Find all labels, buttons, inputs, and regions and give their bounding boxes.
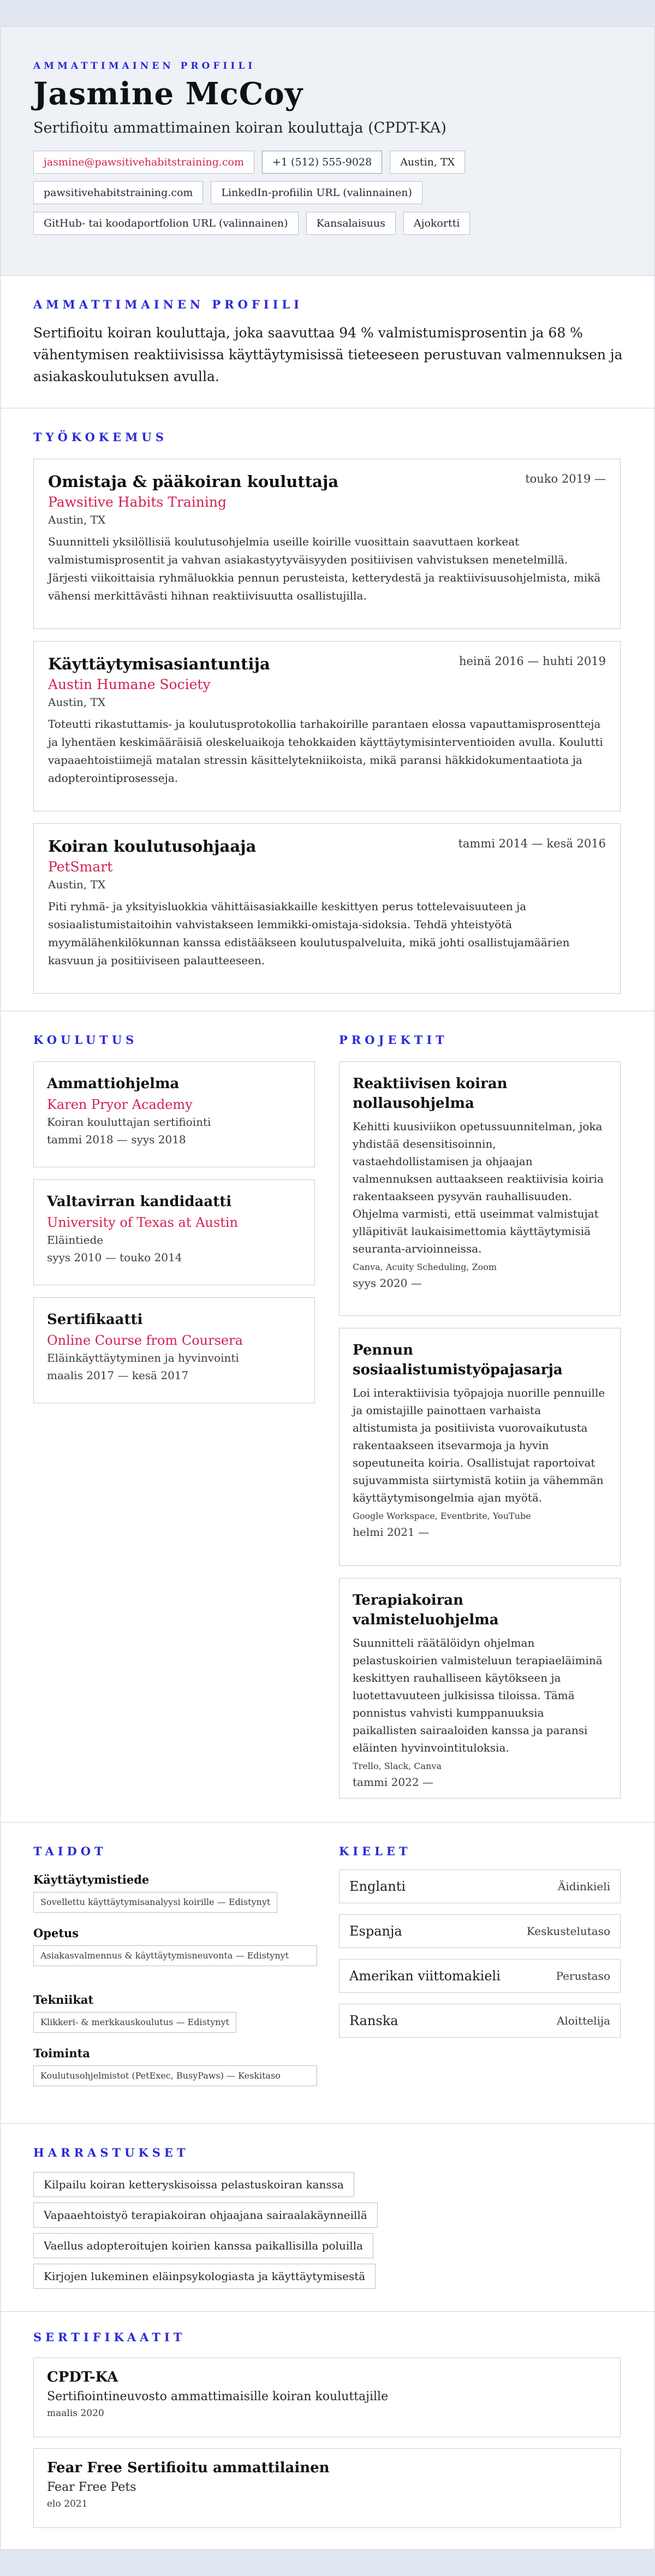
job-company: PetSmart: [48, 859, 113, 875]
linkedin-link[interactable]: LinkedIn-profiilin URL (valinnainen): [211, 181, 422, 204]
education-item: [33, 1179, 315, 1285]
skills-languages-section: [1, 1822, 654, 2123]
project-date: syys 2020 —: [353, 1277, 422, 1290]
website-link[interactable]: pawsitivehabitstraining.com: [33, 181, 203, 204]
language-level: Äidinkieli: [557, 1880, 610, 1893]
phone-link[interactable]: +1 (512) 555-9028: [262, 151, 382, 174]
education-field: Eläinkäyttäytyminen ja hyvinvointi: [47, 1351, 239, 1364]
citizenship-chip: Kansalaisuus: [306, 212, 396, 235]
language-item: [339, 1959, 621, 1993]
certificate-issuer: Fear Free Pets: [47, 2480, 136, 2494]
job-description: Toteutti rikastuttamis- ja koulutusprotokollia tarhakoirille parantaen elossa vapauttamisprosentteja ja lyhentäen keskimääräisiä oleskeluaikoja tehokkaiden käyttäytymisinterventioiden avulla. Koulutti vapaaehtoistiimejä matalan stressin käsittelytekniikoista, mikä paransi häkkidokumentaatiota ja adopterointiprosesseja.: [48, 717, 603, 785]
languages-title: KIELET: [339, 1844, 412, 1858]
email-link[interactable]: jasmine@pawsitivehabitstraining.com: [33, 151, 254, 174]
github-link[interactable]: GitHub- tai koodaportfolion URL (valinnainen): [33, 212, 299, 235]
hobby-item: Kirjojen lukeminen eläinpsykologiasta ja käyttäytymisestä: [33, 2264, 376, 2289]
summary-title: AMMATTIMAINEN PROFIILI: [33, 298, 303, 311]
location-chip: Austin, TX: [390, 151, 465, 174]
language-item: [339, 2004, 621, 2038]
education-school: University of Texas at Austin: [47, 1215, 238, 1230]
education-projects-section: [1, 1011, 654, 1822]
education-date: tammi 2018 — syys 2018: [47, 1133, 186, 1146]
education-date: maalis 2017 — kesä 2017: [47, 1369, 189, 1382]
education-degree: Sertifikaatti: [47, 1311, 143, 1328]
certificate-date: elo 2021: [47, 2498, 88, 2509]
skill-tag: Asiakasvalmennus & käyttäytymisneuvonta — Edistynyt: [33, 1945, 317, 1966]
experience-item: [33, 459, 621, 629]
job-description: Suunnitteli yksilöllisiä koulutusohjelmia useille koirille vuosittain saavuttaen korkeat valmistumisprosentit ja vahvan asiakastyytyväisyyden positiivisen vahvistuksen menetelmillä. Järjesti viikoittaisia ryhmäluokkia pennun perusteista, ketterydestä ja reaktiivisuusohjelmista, mikä vähensi merkittävästi hihnan reaktiivisuutta osallistujilla.: [48, 535, 601, 602]
language-name: Amerikan viittomakieli: [349, 1968, 501, 1984]
project-tech: Canva, Acuity Scheduling, Zoom: [353, 1262, 497, 1272]
language-level: Keskustelutaso: [526, 1925, 610, 1938]
project-title: Reaktiivisen koiran nollausohjelma: [353, 1076, 508, 1112]
job-location: Austin, TX: [48, 878, 106, 891]
license-chip: Ajokortti: [403, 212, 470, 235]
language-item: [339, 1914, 621, 1948]
project-description: Suunnitteli räätälöidyn ohjelman pelastuskoirien valmisteluun terapiaeläiminä keskittyen rauhalliseen käytökseen ja luotettavuuteen julkisissa tiloissa. Tämä ponnistus vahvisti kumppanuuksia paikallisten sairaaloiden kanssa ja paransi eläinten hyvinvointituloksia.: [353, 1636, 603, 1754]
project-item: [339, 1578, 621, 1799]
job-title: Käyttäytymisasiantuntija: [48, 655, 270, 673]
experience-section: [1, 408, 654, 1011]
certificates-section: [1, 2311, 654, 2549]
language-name: Englanti: [349, 1879, 406, 1894]
skill-group: [33, 1926, 317, 1966]
education-title: KOULUTUS: [33, 1033, 138, 1047]
education-degree: Valtavirran kandidaatti: [47, 1194, 232, 1210]
hobby-item: Vapaaehtoistyö terapiakoiran ohjaajana sairaalakäynneillä: [33, 2203, 378, 2228]
language-level: Aloittelija: [556, 2014, 610, 2027]
job-company: Pawsitive Habits Training: [48, 494, 227, 510]
job-description: Piti ryhmä- ja yksityisluokkia vähittäisasiakkaille keskittyen perus tottelevaisuuteen ja sosiaalistumistaitoihin vahvistakseen lemmikki-omistaja-sidoksia. Tehdä yhteistyötä myymälähenkilökunnan kanssa edistääkseen koulutuspalveluita, mikä johti osallistujamäärien kasvuun ja positiiviseen palautteeseen.: [48, 900, 570, 967]
certificate-title: CPDT-KA: [47, 2369, 118, 2385]
education-school: Online Course from Coursera: [47, 1333, 243, 1348]
resume-header: [1, 27, 654, 276]
contact-chips: [33, 151, 525, 242]
job-location: Austin, TX: [48, 513, 106, 526]
skill-tag: Sovellettu käyttäytymisanalyysi koirille — Edistynyt: [33, 1892, 277, 1913]
education-item: [33, 1061, 315, 1167]
job-location: Austin, TX: [48, 696, 106, 709]
skill-group-name: Tekniikat: [33, 1993, 94, 2007]
skills-title: TAIDOT: [33, 1844, 107, 1858]
certificate-item: [33, 2448, 621, 2528]
education-degree: Ammattiohjelma: [47, 1076, 180, 1092]
experience-title: TYÖKOKEMUS: [33, 430, 168, 444]
skill-tag: Klikkeri- & merkkauskoulutus — Edistynyt: [33, 2012, 236, 2033]
hobby-item: Kilpailu koiran ketteryskisoissa pelastuskoiran kanssa: [33, 2172, 354, 2197]
certificate-issuer: Sertifiointineuvosto ammattimaisille koiran kouluttajille: [47, 2390, 389, 2403]
skill-group-name: Opetus: [33, 1926, 79, 1940]
education-school: Karen Pryor Academy: [47, 1097, 193, 1112]
project-description: Kehitti kuusiviikon opetussuunnitelman, joka yhdistää desensitisoinnin, vastaehdollistamisen ja ohjaajan valmennuksen auttaakseen reaktiivisia koiria rakentaakseen pysyvän rauhallisuuden. Ohjelma varmisti, että useimmat valmistujat ylläpitivät laukaisimettomia käyttäytymisiä seuranta-arvioinneissa.: [353, 1120, 604, 1255]
education-field: Koiran kouluttajan sertifiointi: [47, 1115, 211, 1129]
experience-item: [33, 641, 621, 811]
language-name: Espanja: [349, 1924, 402, 1939]
project-title: Pennun sosiaalistumistyöpajasarja: [353, 1342, 563, 1378]
certificates-title: SERTIFIKAATIT: [33, 2330, 186, 2344]
job-title: Koiran koulutusohjaaja: [48, 837, 257, 856]
skill-group-name: Käyttäytymistiede: [33, 1873, 150, 1886]
candidate-tagline: Sertifioitu ammattimainen koiran kouluttaja (CPDT-KA): [33, 120, 446, 136]
project-date: helmi 2021 —: [353, 1526, 430, 1539]
hobby-item: Vaellus adopteroitujen koirien kanssa paikallisilla poluilla: [33, 2233, 373, 2258]
education-field: Eläintiede: [47, 1233, 104, 1247]
job-date: touko 2019 —: [525, 472, 606, 485]
certificate-item: [33, 2358, 621, 2437]
candidate-name: Jasmine McCoy: [33, 76, 303, 112]
job-company: Austin Humane Society: [48, 676, 211, 692]
job-date: heinä 2016 — huhti 2019: [458, 655, 606, 668]
language-level: Perustaso: [556, 1969, 610, 1983]
education-item: [33, 1297, 315, 1403]
project-title: Terapiakoiran valmisteluohjelma: [353, 1592, 499, 1628]
skill-group-name: Toiminta: [33, 2046, 90, 2060]
job-date: tammi 2014 — kesä 2016: [458, 837, 606, 850]
project-date: tammi 2022 —: [353, 1776, 433, 1789]
education-date: syys 2010 — touko 2014: [47, 1251, 182, 1264]
summary-text: Sertifioitu koiran kouluttaja, joka saavuttaa 94 % valmistumisprosentin ja 68 % vähentymisen reaktiivisissa käyttäytymisissä tieteeseen perustuvan valmennuksen ja asiakaskoulutuksen avulla.: [33, 325, 623, 384]
language-name: Ranska: [349, 2013, 398, 2028]
certificate-date: maalis 2020: [47, 2408, 104, 2419]
project-item: [339, 1061, 621, 1316]
skill-group: [33, 1873, 317, 1913]
skill-tag: Koulutusohjelmistot (PetExec, BusyPaws) — Keskitaso: [33, 2065, 317, 2086]
hobbies-section: [1, 2123, 654, 2311]
projects-title: PROJEKTIT: [339, 1033, 448, 1047]
certificate-title: Fear Free Sertifioitu ammattilainen: [47, 2460, 330, 2476]
project-description: Loi interaktiivisia työpajoja nuorille pennuille ja omistajille painottaen varhaista altistumista ja positiivista vuorovaikutusta rakentaakseen itsevarmoja ja hyvin sopeutuneita koiria. Osallistujat raportoivat sujuvammista siirtymistä kotiin ja vähemmän käyttäytymisongelmia ajan myötä.: [353, 1386, 605, 1504]
language-item: [339, 1869, 621, 1903]
experience-item: [33, 823, 621, 994]
skill-group: [33, 2046, 317, 2086]
skill-group: [33, 1993, 317, 2033]
resume-page: [0, 26, 655, 2550]
job-title: Omistaja & pääkoiran kouluttaja: [48, 472, 339, 491]
project-tech: Trello, Slack, Canva: [353, 1761, 442, 1771]
header-eyebrow: AMMATTIMAINEN PROFIILI: [33, 61, 256, 72]
summary-section: [1, 276, 654, 408]
hobbies-title: HARRASTUKSET: [33, 2146, 189, 2159]
project-item: [339, 1328, 621, 1566]
project-tech: Google Workspace, Eventbrite, YouTube: [353, 1511, 531, 1521]
